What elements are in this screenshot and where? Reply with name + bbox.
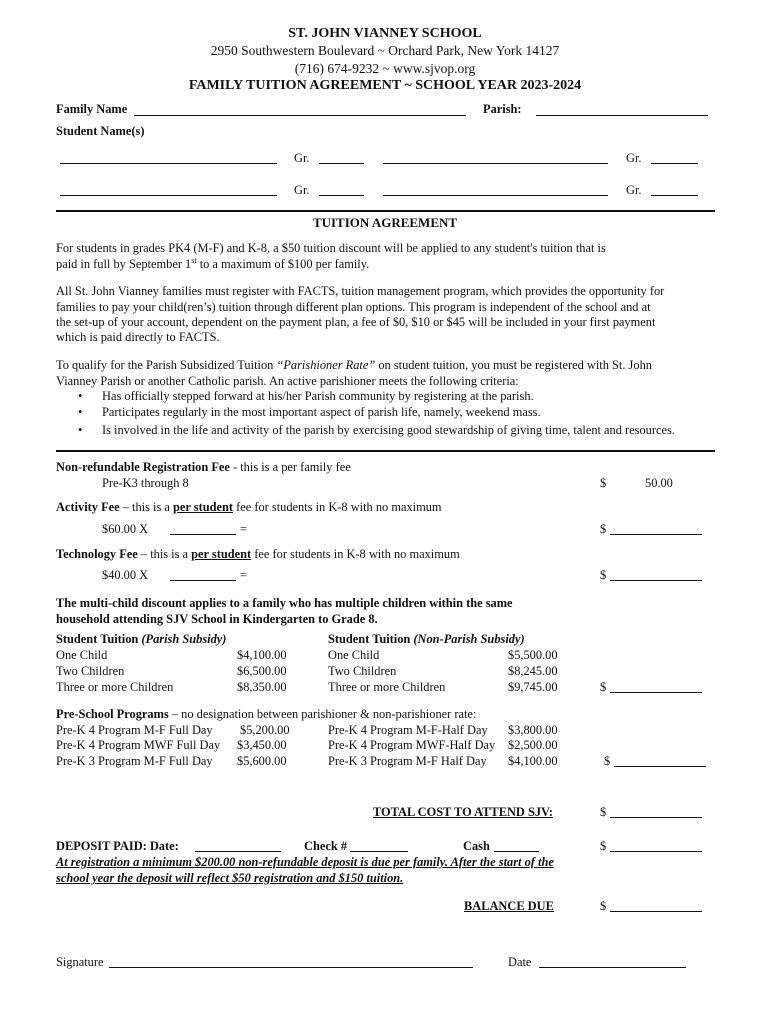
student-name-field-3[interactable]: [60, 195, 277, 196]
preschool-left-amount-3: $5,600.00: [237, 754, 287, 768]
parish-row-amount-1: $4,100.00: [237, 648, 287, 662]
parish-row-label-3: Three or more Children: [56, 680, 174, 694]
registration-amount: 50.00: [645, 476, 673, 490]
registration-grades: Pre-K3 through 8: [102, 476, 189, 490]
signature-field[interactable]: [109, 967, 473, 968]
school-name: ST. JOHN VIANNEY SCHOOL: [288, 26, 482, 41]
balance-due-currency: $: [600, 899, 607, 913]
activity-equals: =: [240, 522, 247, 536]
parish-rate-line-1: To qualify for the Parish Subsidized Tuition “Parishioner Rate” on student tuition, you must be registered with St. John: [56, 358, 652, 372]
criteria-bullet-2: •: [78, 405, 83, 419]
preschool-right-label-2: Pre-K 4 Program MWF-Half Day: [328, 738, 496, 752]
grade-label-1: Gr.: [294, 151, 310, 165]
preschool-right-amount-1: $3,800.00: [508, 723, 558, 737]
technology-count-field[interactable]: [170, 580, 236, 581]
registration-currency: $: [600, 476, 607, 490]
parish-row-label-1: One Child: [56, 648, 108, 662]
deposit-amount-field[interactable]: [610, 851, 702, 852]
discount-text-line-1: For students in grades PK4 (M-F) and K-8, a $50 tuition discount will be applied to any student's tuition that is: [56, 241, 606, 255]
preschool-heading: Pre-School Programs – no designation between parishioner & non-parishioner rate:: [56, 707, 477, 721]
parish-row-amount-3: $8,350.00: [237, 680, 287, 694]
criteria-bullet-1: •: [78, 389, 83, 403]
technology-rate: $40.00 X: [102, 568, 149, 582]
section-divider-2: [56, 450, 715, 452]
nonparish-row-amount-1: $5,500.00: [508, 648, 558, 662]
grade-field-1[interactable]: [319, 163, 364, 164]
nonparish-row-label-2: Two Children: [328, 664, 397, 678]
criteria-item-2: Participates regularly in the most important aspect of parish life, namely, weekend mass.: [102, 405, 541, 419]
total-cost-field[interactable]: [610, 817, 702, 818]
preschool-left-amount-2: $3,450.00: [237, 738, 287, 752]
nonparish-row-amount-2: $8,245.00: [508, 664, 558, 678]
balance-due-field[interactable]: [610, 911, 702, 912]
preschool-left-label-2: Pre-K 4 Program MWF Full Day: [56, 738, 221, 752]
grade-field-2[interactable]: [651, 163, 698, 164]
preschool-right-amount-2: $2,500.00: [508, 738, 558, 752]
check-number-field[interactable]: [350, 851, 408, 852]
preschool-left-label-3: Pre-K 3 Program M-F Full Day: [56, 754, 213, 768]
section-divider-1: [56, 210, 715, 212]
student-name-field-1[interactable]: [60, 163, 277, 164]
parish-tuition-heading: Student Tuition (Parish Subsidy): [56, 632, 227, 646]
total-cost-currency: $: [600, 805, 607, 819]
agreement-heading: TUITION AGREEMENT: [312, 215, 458, 230]
school-address: 2950 Southwestern Boulevard ~ Orchard Park, New York 14127: [210, 43, 560, 58]
facts-text-line-2: families to pay your child(ren’s) tuition through different plan options. This program is independent of the school and at: [56, 300, 651, 314]
deposit-date-field[interactable]: [195, 851, 281, 852]
parish-rate-line-2: Vianney Parish or another Catholic parish. An active parishioner meets the following criteria:: [56, 374, 519, 388]
technology-currency: $: [600, 568, 607, 582]
student-name-field-2[interactable]: [383, 163, 608, 164]
parish-row-amount-2: $6,500.00: [237, 664, 287, 678]
school-contact: (716) 674-9232 ~ www.sjvop.org: [294, 61, 476, 76]
criteria-bullet-3: •: [78, 423, 83, 437]
deposit-currency: $: [600, 839, 607, 853]
tuition-total-field[interactable]: [610, 692, 702, 693]
nonparish-tuition-heading: Student Tuition (Non-Parish Subsidy): [328, 632, 525, 646]
nonparish-row-label-3: Three or more Children: [328, 680, 446, 694]
criteria-item-1: Has officially stepped forward at his/her Parish community by registering at the parish.: [102, 389, 534, 403]
date-label: Date: [508, 955, 532, 969]
preschool-left-label-1: Pre-K 4 Program M-F Full Day: [56, 723, 213, 737]
balance-due-label: BALANCE DUE: [464, 899, 554, 913]
technology-fee-line: Technology Fee – this is a per student fee for students in K-8 with no maximum: [56, 547, 460, 561]
preschool-right-amount-3: $4,100.00: [508, 754, 558, 768]
cash-label: Cash: [463, 839, 490, 853]
deposit-note-line-1: At registration a minimum $200.00 non-refundable deposit is due per family. After the start of the: [56, 855, 554, 869]
preschool-left-amount-1: $5,200.00: [240, 723, 290, 737]
nonparish-row-amount-3: $9,745.00: [508, 680, 558, 694]
preschool-right-label-3: Pre-K 3 Program M-F Half Day: [328, 754, 487, 768]
preschool-right-label-1: Pre-K 4 Program M-F-Half Day: [328, 723, 488, 737]
total-cost-label: TOTAL COST TO ATTEND SJV:: [373, 805, 553, 819]
check-number-label: Check #: [304, 839, 348, 853]
parish-row-label-2: Two Children: [56, 664, 125, 678]
criteria-item-3: Is involved in the life and activity of the parish by exercising good stewardship of giving time, talent and resources.: [102, 423, 675, 437]
technology-total-field[interactable]: [610, 580, 702, 581]
signature-date-field[interactable]: [539, 967, 686, 968]
multichild-line-2: household attending SJV School in Kindergarten to Grade 8.: [56, 612, 378, 626]
parish-label: Parish:: [483, 102, 522, 116]
preschool-currency: $: [604, 754, 611, 768]
deposit-date-label: DEPOSIT PAID: Date:: [56, 839, 179, 853]
form-title: FAMILY TUITION AGREEMENT ~ SCHOOL YEAR 2023-2024: [188, 78, 582, 93]
parish-field[interactable]: [536, 115, 708, 116]
tuition-currency: $: [600, 680, 607, 694]
facts-text-line-1: All St. John Vianney families must register with FACTS, tuition management program, which provides the opportunity for: [56, 284, 665, 298]
family-name-label: Family Name: [56, 102, 128, 116]
facts-text-line-3: the set-up of your account, dependent on the payment plan, a fee of $0, $10 or $45 will be included in your first payment: [56, 315, 656, 329]
multichild-line-1: The multi-child discount applies to a family who has multiple children within the same: [56, 596, 513, 610]
student-name-field-4[interactable]: [383, 195, 608, 196]
activity-rate: $60.00 X: [102, 522, 149, 536]
facts-text-line-4: which is paid directly to FACTS.: [56, 330, 220, 344]
grade-label-2: Gr.: [626, 151, 642, 165]
grade-label-3: Gr.: [294, 183, 310, 197]
family-name-field[interactable]: [134, 115, 466, 116]
activity-currency: $: [600, 522, 607, 536]
preschool-total-field[interactable]: [614, 766, 706, 767]
registration-fee-line: Non-refundable Registration Fee - this is a per family fee: [56, 460, 351, 474]
grade-field-4[interactable]: [651, 195, 698, 196]
student-names-label: Student Name(s): [56, 124, 145, 138]
technology-equals: =: [240, 568, 247, 582]
signature-label: Signature: [56, 955, 104, 969]
cash-field[interactable]: [494, 851, 539, 852]
activity-fee-line: Activity Fee – this is a per student fee for students in K-8 with no maximum: [56, 500, 442, 514]
deposit-note-line-2: school year the deposit will reflect $50 registration and $150 tuition.: [56, 871, 404, 885]
activity-count-field[interactable]: [170, 534, 236, 535]
grade-label-4: Gr.: [626, 183, 642, 197]
nonparish-row-label-1: One Child: [328, 648, 380, 662]
activity-total-field[interactable]: [610, 534, 702, 535]
discount-text-line-2: paid in full by September 1st to a maximum of $100 per family.: [56, 255, 370, 271]
grade-field-3[interactable]: [319, 195, 364, 196]
